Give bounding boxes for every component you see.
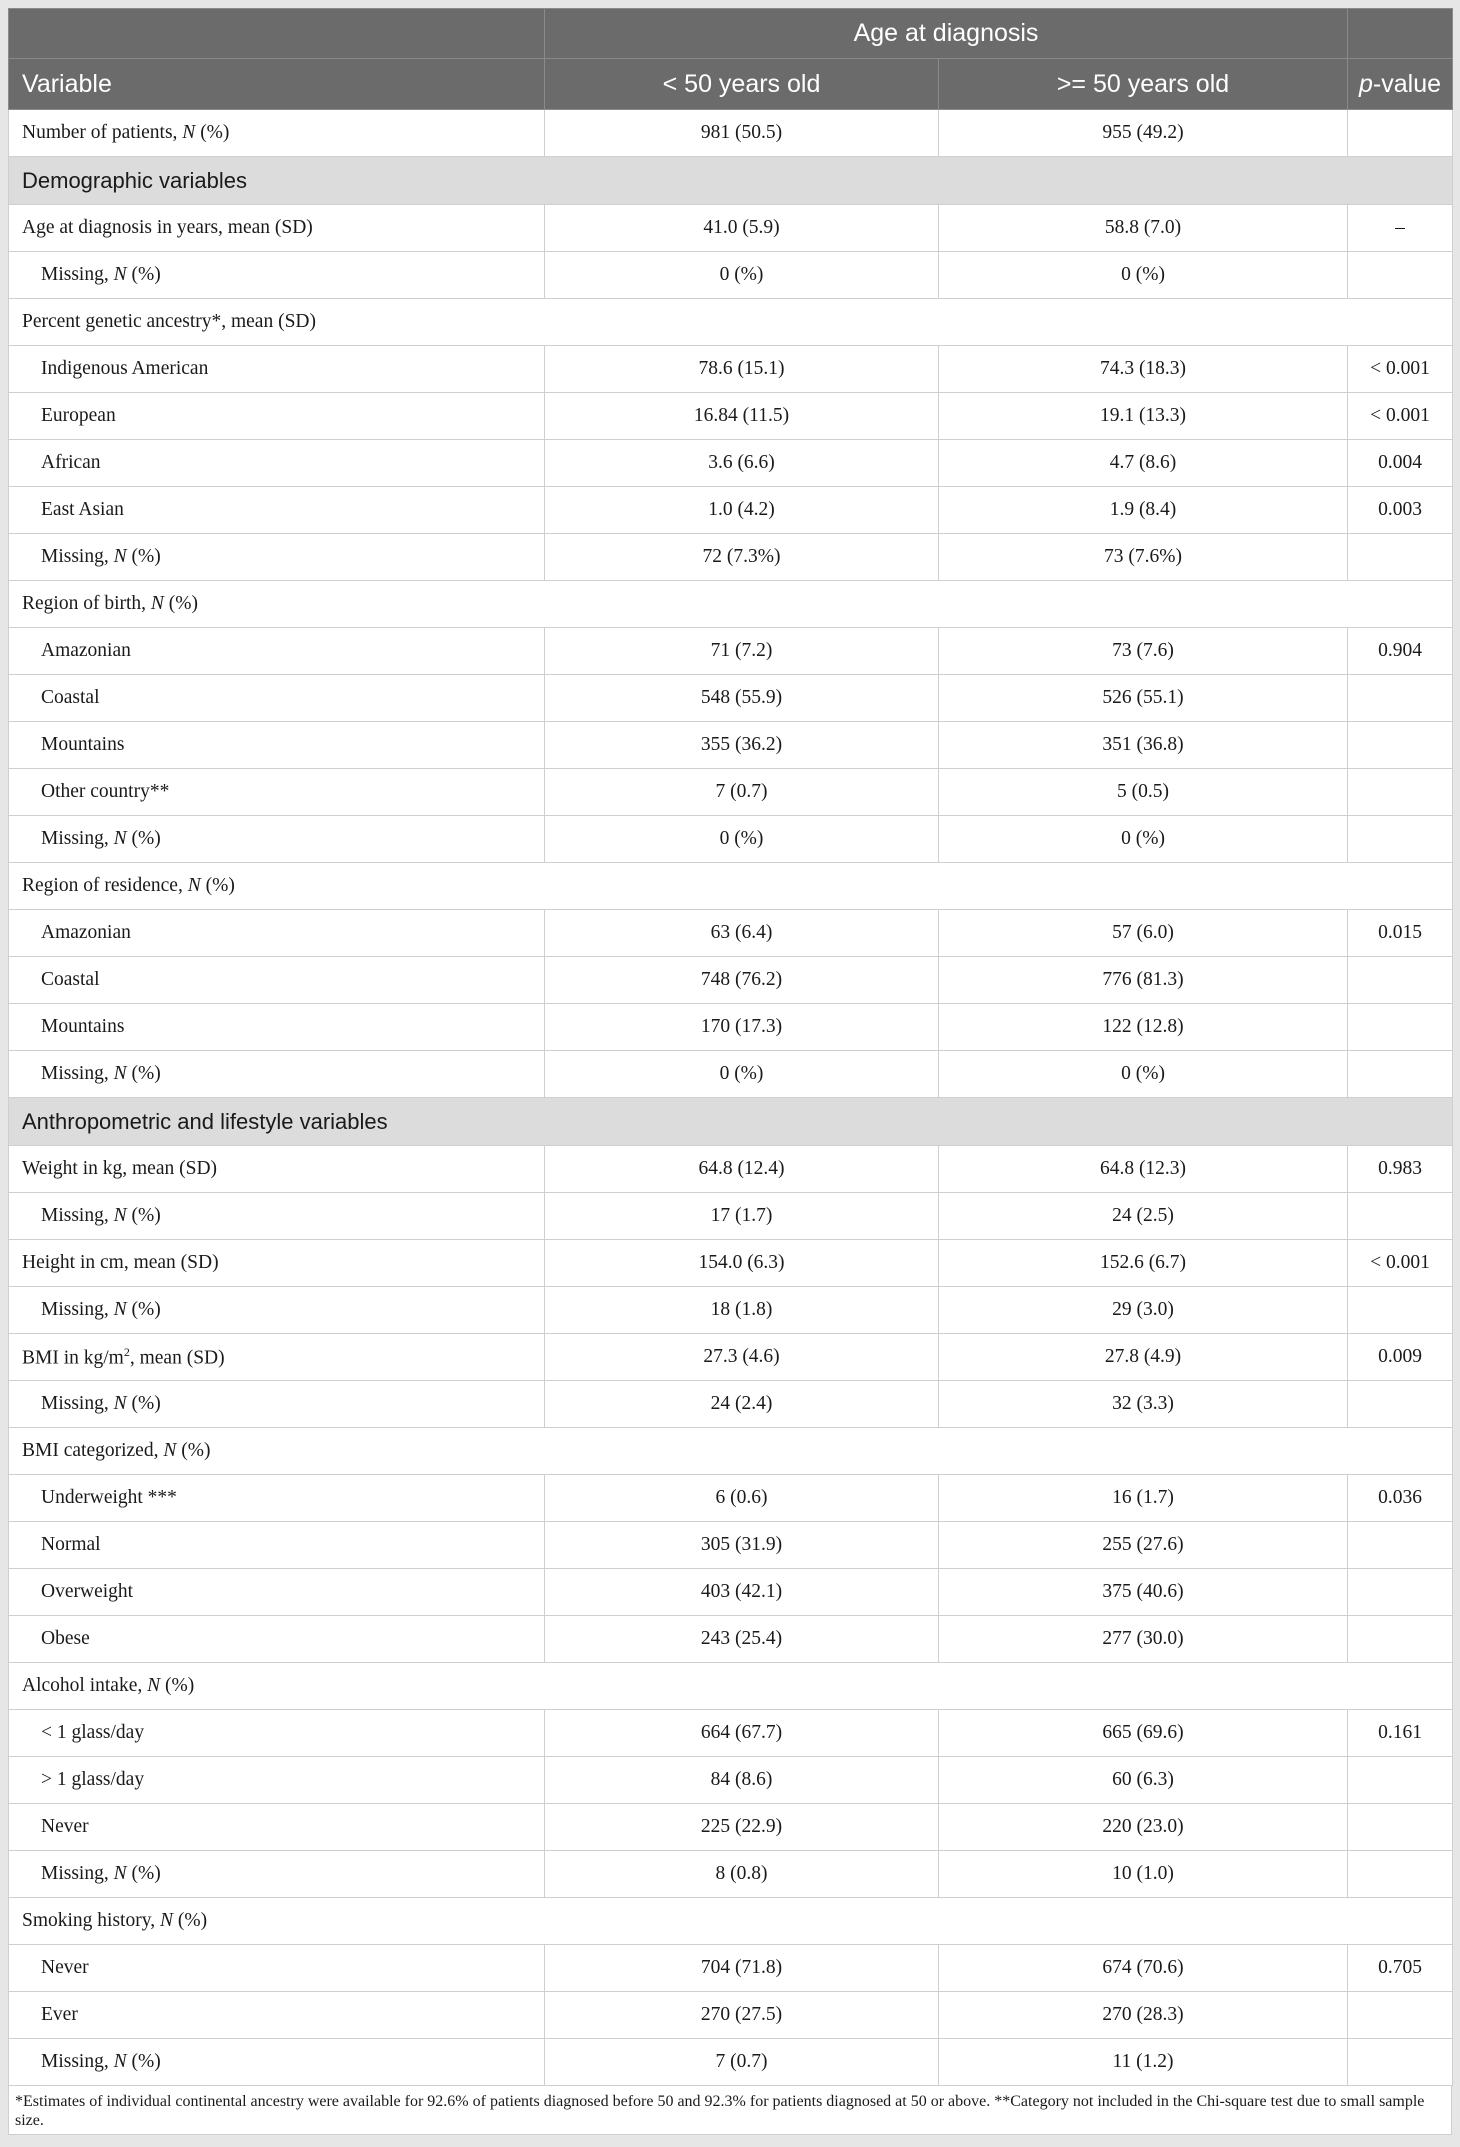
row-label: Coastal	[9, 675, 545, 722]
table-row	[9, 1710, 1453, 1757]
table-row	[9, 1569, 1453, 1616]
cell-under-50: 0 (%)	[545, 252, 939, 299]
cell-p-value	[1348, 1569, 1453, 1616]
cell-under-50: 1.0 (4.2)	[545, 487, 939, 534]
cell-p-value	[1348, 769, 1453, 816]
row-label: Other country**	[9, 769, 545, 816]
cell-p-value: 0.009	[1348, 1334, 1453, 1381]
row-label: Overweight	[9, 1569, 545, 1616]
table-row	[9, 1851, 1453, 1898]
row-label: < 1 glass/day	[9, 1710, 545, 1757]
section-header	[9, 1098, 1453, 1146]
cell-over-50: 58.8 (7.0)	[939, 205, 1348, 252]
cell-p-value: 0.004	[1348, 440, 1453, 487]
row-label: Height in cm, mean (SD)	[9, 1240, 545, 1287]
row-label: Smoking history, N (%)	[9, 1898, 1453, 1945]
cell-p-value	[1348, 534, 1453, 581]
cell-over-50: 60 (6.3)	[939, 1757, 1348, 1804]
row-label: Coastal	[9, 957, 545, 1004]
cell-under-50: 664 (67.7)	[545, 1710, 939, 1757]
table-row	[9, 1240, 1453, 1287]
cell-p-value: 0.904	[1348, 628, 1453, 675]
row-label: Amazonian	[9, 910, 545, 957]
row-label: Amazonian	[9, 628, 545, 675]
cell-under-50: 78.6 (15.1)	[545, 346, 939, 393]
cell-over-50: 32 (3.3)	[939, 1381, 1348, 1428]
cell-under-50: 17 (1.7)	[545, 1193, 939, 1240]
cell-p-value	[1348, 1804, 1453, 1851]
table-row	[9, 816, 1453, 863]
cell-p-value	[1348, 252, 1453, 299]
row-label: Missing, N (%)	[9, 534, 545, 581]
cell-under-50: 243 (25.4)	[545, 1616, 939, 1663]
table-row	[9, 299, 1453, 346]
table-row	[9, 252, 1453, 299]
cell-over-50: 955 (49.2)	[939, 110, 1348, 157]
cell-p-value: 0.003	[1348, 487, 1453, 534]
table-row	[9, 769, 1453, 816]
section-title-demographic: Demographic variables	[9, 157, 1453, 205]
cell-under-50: 71 (7.2)	[545, 628, 939, 675]
cell-p-value	[1348, 1193, 1453, 1240]
table-row	[9, 1945, 1453, 1992]
cell-p-value: 0.161	[1348, 1710, 1453, 1757]
table-row	[9, 440, 1453, 487]
header-over-50: >= 50 years old	[939, 59, 1348, 110]
cell-over-50: 5 (0.5)	[939, 769, 1348, 816]
cell-under-50: 8 (0.8)	[545, 1851, 939, 1898]
row-label: Underweight ***	[9, 1475, 545, 1522]
cell-p-value: 0.015	[1348, 910, 1453, 957]
cell-over-50: 29 (3.0)	[939, 1287, 1348, 1334]
table-row	[9, 722, 1453, 769]
table-row	[9, 675, 1453, 722]
row-label: BMI categorized, N (%)	[9, 1428, 1453, 1475]
cell-p-value	[1348, 675, 1453, 722]
cell-under-50: 403 (42.1)	[545, 1569, 939, 1616]
table-row	[9, 910, 1453, 957]
cell-under-50: 170 (17.3)	[545, 1004, 939, 1051]
cell-over-50: 27.8 (4.9)	[939, 1334, 1348, 1381]
table-row	[9, 534, 1453, 581]
cell-p-value: 0.983	[1348, 1146, 1453, 1193]
cell-over-50: 0 (%)	[939, 1051, 1348, 1098]
table-row	[9, 1428, 1453, 1475]
cell-over-50: 351 (36.8)	[939, 722, 1348, 769]
cell-under-50: 981 (50.5)	[545, 110, 939, 157]
row-label: Region of birth, N (%)	[9, 581, 1453, 628]
row-label: Indigenous American	[9, 346, 545, 393]
cell-p-value	[1348, 1381, 1453, 1428]
row-label: Never	[9, 1945, 545, 1992]
row-label: Alcohol intake, N (%)	[9, 1663, 1453, 1710]
cell-over-50: 122 (12.8)	[939, 1004, 1348, 1051]
cell-over-50: 73 (7.6%)	[939, 534, 1348, 581]
cell-under-50: 3.6 (6.6)	[545, 440, 939, 487]
table-row	[9, 1616, 1453, 1663]
header-variable: Variable	[9, 59, 545, 110]
table-row	[9, 1663, 1453, 1710]
cell-over-50: 64.8 (12.3)	[939, 1146, 1348, 1193]
cell-under-50: 0 (%)	[545, 816, 939, 863]
cell-over-50: 24 (2.5)	[939, 1193, 1348, 1240]
cell-under-50: 748 (76.2)	[545, 957, 939, 1004]
header-blank-p	[1348, 9, 1453, 59]
row-label: Missing, N (%)	[9, 2039, 545, 2086]
row-label: Ever	[9, 1992, 545, 2039]
cell-under-50: 548 (55.9)	[545, 675, 939, 722]
row-label: Missing, N (%)	[9, 1051, 545, 1098]
table-container	[8, 8, 1452, 2135]
table-row	[9, 863, 1453, 910]
cell-over-50: 16 (1.7)	[939, 1475, 1348, 1522]
cell-p-value: 0.705	[1348, 1945, 1453, 1992]
cell-under-50: 84 (8.6)	[545, 1757, 939, 1804]
cell-over-50: 0 (%)	[939, 252, 1348, 299]
row-label: Weight in kg, mean (SD)	[9, 1146, 545, 1193]
table-row	[9, 957, 1453, 1004]
cell-over-50: 1.9 (8.4)	[939, 487, 1348, 534]
cell-over-50: 665 (69.6)	[939, 1710, 1348, 1757]
cell-p-value	[1348, 722, 1453, 769]
row-label: Number of patients, N (%)	[9, 110, 545, 157]
table-row	[9, 1992, 1453, 2039]
cell-under-50: 704 (71.8)	[545, 1945, 939, 1992]
header-blank	[9, 9, 545, 59]
table-row	[9, 628, 1453, 675]
row-label: Missing, N (%)	[9, 1287, 545, 1334]
row-label: BMI in $kg/m^2$, mean (SD)	[9, 1334, 545, 1381]
table-footnote: *Estimates of individual continental ancestry were available for 92.6% of patients diagnosed before 50 and 92.3% for patients diagnosed at 50 or above. **Category not included in the Chi-square test due to small sample size.	[8, 2086, 1452, 2135]
table-row	[9, 1804, 1453, 1851]
cell-p-value	[1348, 1757, 1453, 1804]
cell-under-50: 24 (2.4)	[545, 1381, 939, 1428]
section-title-anthropometric: Anthropometric and lifestyle variables	[9, 1098, 1453, 1146]
table-row	[9, 1522, 1453, 1569]
table-row	[9, 1757, 1453, 1804]
cell-p-value: < 0.001	[1348, 346, 1453, 393]
cell-under-50: 72 (7.3%)	[545, 534, 939, 581]
section-header	[9, 157, 1453, 205]
cell-over-50: 10 (1.0)	[939, 1851, 1348, 1898]
table-row	[9, 1287, 1453, 1334]
cell-p-value	[1348, 2039, 1453, 2086]
cell-over-50: 4.7 (8.6)	[939, 440, 1348, 487]
cell-over-50: 776 (81.3)	[939, 957, 1348, 1004]
cell-p-value	[1348, 110, 1453, 157]
cell-under-50: 27.3 (4.6)	[545, 1334, 939, 1381]
table-row	[9, 205, 1453, 252]
table-row	[9, 1193, 1453, 1240]
row-label: Region of residence, N (%)	[9, 863, 1453, 910]
row-label: European	[9, 393, 545, 440]
table-row	[9, 346, 1453, 393]
table-row	[9, 2039, 1453, 2086]
row-label: Normal	[9, 1522, 545, 1569]
row-label: Missing, N (%)	[9, 252, 545, 299]
cell-p-value	[1348, 1287, 1453, 1334]
table-header	[9, 9, 1453, 110]
row-label: Mountains	[9, 722, 545, 769]
cell-over-50: 19.1 (13.3)	[939, 393, 1348, 440]
cell-p-value: < 0.001	[1348, 393, 1453, 440]
cell-under-50: 63 (6.4)	[545, 910, 939, 957]
table-row	[9, 1051, 1453, 1098]
cell-p-value	[1348, 1051, 1453, 1098]
row-label: Missing, N (%)	[9, 1851, 545, 1898]
cell-under-50: 6 (0.6)	[545, 1475, 939, 1522]
row-label: Missing, N (%)	[9, 1193, 545, 1240]
cell-over-50: 255 (27.6)	[939, 1522, 1348, 1569]
cell-over-50: 526 (55.1)	[939, 675, 1348, 722]
header-p-value: p-value	[1348, 59, 1453, 110]
table-row	[9, 1146, 1453, 1193]
cell-over-50: 11 (1.2)	[939, 2039, 1348, 2086]
cell-over-50: 73 (7.6)	[939, 628, 1348, 675]
table-row	[9, 110, 1453, 157]
cell-under-50: 41.0 (5.9)	[545, 205, 939, 252]
table-row	[9, 1475, 1453, 1522]
row-label: Mountains	[9, 1004, 545, 1051]
table-row	[9, 487, 1453, 534]
cell-over-50: 674 (70.6)	[939, 1945, 1348, 1992]
cell-under-50: 18 (1.8)	[545, 1287, 939, 1334]
header-under-50: < 50 years old	[545, 59, 939, 110]
cell-p-value	[1348, 957, 1453, 1004]
cell-under-50: 16.84 (11.5)	[545, 393, 939, 440]
cell-p-value	[1348, 1522, 1453, 1569]
table-row	[9, 1381, 1453, 1428]
row-label: Missing, N (%)	[9, 816, 545, 863]
table-row	[9, 393, 1453, 440]
cell-p-value	[1348, 1851, 1453, 1898]
cell-under-50: 270 (27.5)	[545, 1992, 939, 2039]
cell-under-50: 7 (0.7)	[545, 769, 939, 816]
cell-p-value	[1348, 816, 1453, 863]
cell-over-50: 152.6 (6.7)	[939, 1240, 1348, 1287]
cell-under-50: 355 (36.2)	[545, 722, 939, 769]
cell-over-50: 0 (%)	[939, 816, 1348, 863]
cell-p-value	[1348, 1992, 1453, 2039]
row-label: Age at diagnosis in years, mean (SD)	[9, 205, 545, 252]
cell-under-50: 7 (0.7)	[545, 2039, 939, 2086]
cell-p-value: –	[1348, 205, 1453, 252]
cell-over-50: 57 (6.0)	[939, 910, 1348, 957]
cell-over-50: 220 (23.0)	[939, 1804, 1348, 1851]
cell-over-50: 270 (28.3)	[939, 1992, 1348, 2039]
cell-p-value: < 0.001	[1348, 1240, 1453, 1287]
row-label: East Asian	[9, 487, 545, 534]
cell-under-50: 305 (31.9)	[545, 1522, 939, 1569]
table-row	[9, 1004, 1453, 1051]
cell-p-value: 0.036	[1348, 1475, 1453, 1522]
table-row	[9, 581, 1453, 628]
cell-over-50: 277 (30.0)	[939, 1616, 1348, 1663]
row-label: African	[9, 440, 545, 487]
table-row	[9, 1334, 1453, 1381]
cell-under-50: 225 (22.9)	[545, 1804, 939, 1851]
cell-over-50: 375 (40.6)	[939, 1569, 1348, 1616]
cell-under-50: 0 (%)	[545, 1051, 939, 1098]
row-label: Missing, N (%)	[9, 1381, 545, 1428]
cell-under-50: 64.8 (12.4)	[545, 1146, 939, 1193]
age-at-diagnosis-table	[8, 8, 1453, 2086]
cell-p-value	[1348, 1616, 1453, 1663]
row-label: Never	[9, 1804, 545, 1851]
table-row	[9, 1898, 1453, 1945]
row-label: Obese	[9, 1616, 545, 1663]
header-group-age: Age at diagnosis	[545, 9, 1348, 59]
cell-over-50: 74.3 (18.3)	[939, 346, 1348, 393]
row-label: Percent genetic ancestry*, mean (SD)	[9, 299, 1453, 346]
cell-p-value	[1348, 1004, 1453, 1051]
cell-under-50: 154.0 (6.3)	[545, 1240, 939, 1287]
row-label: > 1 glass/day	[9, 1757, 545, 1804]
